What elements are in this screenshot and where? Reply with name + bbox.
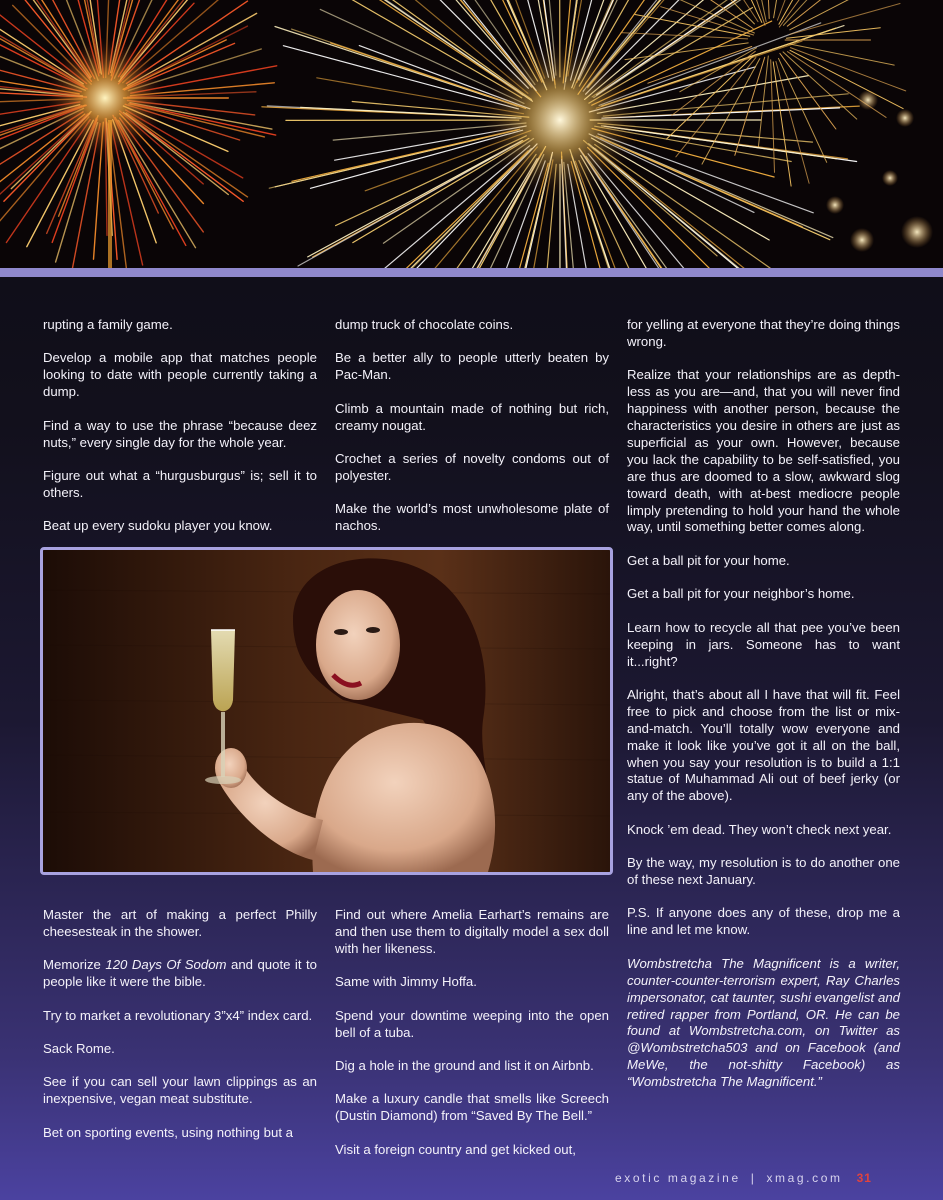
paragraph: Be a better ally to people utterly beaten by Pac-Man. (335, 350, 609, 383)
paragraph: Get a ball pit for your neighbor’s home. (627, 586, 855, 602)
paragraph: Make a luxury candle that smells like Screech (Dustin Diamond) from “Saved By The Bell.” (335, 1091, 609, 1124)
page-number: 31 (856, 1171, 872, 1185)
magazine-name: exotic magazine (615, 1171, 741, 1185)
text-fragment: Memorize (43, 957, 106, 973)
paragraph: Visit a foreign country and get kicked out, (335, 1141, 576, 1157)
footer-separator: | (750, 1171, 757, 1185)
paragraph: Try to market a revolutionary 3”x4” index card. (43, 1007, 313, 1023)
website-text: xmag.com (766, 1171, 843, 1185)
paragraph: Dig a hole in the ground and list it on Airbnb. (335, 1057, 594, 1073)
text-fragment: and quote it to people like it were the bible. (43, 957, 317, 990)
paragraph: See if you can sell your lawn clippings as an inexpensive, vegan meat substitute. (43, 1074, 317, 1107)
fireworks-header-image (0, 0, 943, 268)
paragraph: Realize that your relationships are as depth-less as you are—and, that you will never find happiness with another person, because the characteristics you desire in others are just as superficial as your own. However, because you lack the capability to be self-satisfied, you are thus are doomed to a slow, awkward slog toward death, with at-best mediocre people limply pretending to hold your hand the whole way, until something better comes along. (627, 367, 900, 535)
column-1-top (43, 317, 317, 535)
paragraph: Bet on sporting events, using nothing but a (43, 1124, 294, 1140)
paragraph: P.S. If anyone does any of these, drop me a line and let me know. (627, 905, 900, 938)
paragraph: Get a ball pit for your home. (627, 552, 790, 568)
paragraph: Master the art of making a perfect Philly cheesesteak in the shower. (43, 907, 317, 939)
paragraph: Find out where Amelia Earhart’s remains are and then use them to digitally model a sex doll with her likeness. (335, 907, 609, 956)
paragraph: By the way, my resolution is to do another one of these next January. (627, 855, 900, 888)
page-footer (615, 1171, 915, 1187)
paragraph: Knock ’em dead. They won’t check next year. (627, 821, 892, 837)
woman-with-champagne-photo (40, 547, 613, 875)
accent-band (0, 268, 943, 277)
paragraph: Climb a mountain made of nothing but rich, creamy nougat. (335, 400, 609, 433)
paragraph: Figure out what a “hurgusburgus” is; sell it to others. (43, 467, 317, 500)
paragraph: Spend your downtime weeping into the open bell of a tuba. (335, 1007, 609, 1040)
paragraph: Make the world’s most unwholesome plate of nachos. (335, 501, 609, 534)
paragraph: Develop a mobile app that matches people looking to date with people currently taking a dump. (43, 350, 317, 400)
paragraph: Find a way to use the phrase “because deez nuts,” every single day for the whole year. (43, 417, 317, 450)
column-2-bottom (335, 907, 609, 1159)
column-1-bottom (43, 907, 317, 1142)
paragraph: Same with Jimmy Hoffa. (335, 974, 477, 990)
paragraph: dump truck of chocolate coins. (335, 317, 514, 332)
paragraph: Alright, that’s about all I have that will fit. Feel free to pick and choose from the list or mix-and-match. You’ll totally wow everyone and make it look like you’ve got it all on the ball, when you say your resolution is to build a 1:1 statue of Muhammad Ali out of beef jerky (or any of the above). (627, 686, 900, 804)
column-2-top (335, 317, 609, 535)
paragraph: Crochet a series of novelty condoms out of polyester. (335, 451, 609, 483)
book-title: 120 Days Of Sodom (105, 957, 227, 973)
column-3 (627, 317, 900, 1091)
author-bio: Wombstretcha The Magnificent is a writer, counter-counter-terrorism expert, Ray Charles impersonator, cat taunter, sushi evangelist and retired rapper from Portland, OR. He can be found at Wombstretcha.com, on Twitter as @Wombstretcha503 and on Facebook (and MeWe, the not-shitty Facebook) as “Wombstretcha The Magnificent.” (627, 955, 900, 1090)
paragraph: rupting a family game. (43, 317, 173, 332)
paragraph: Beat up every sudoku player you know. (43, 518, 273, 534)
paragraph (43, 957, 317, 991)
paragraph: for yelling at everyone that they’re doing things wrong. (627, 317, 900, 349)
paragraph: Learn how to recycle all that pee you’ve been keeping in jars. Someone has to want it...right? (627, 619, 900, 669)
paragraph: Sack Rome. (43, 1041, 115, 1057)
